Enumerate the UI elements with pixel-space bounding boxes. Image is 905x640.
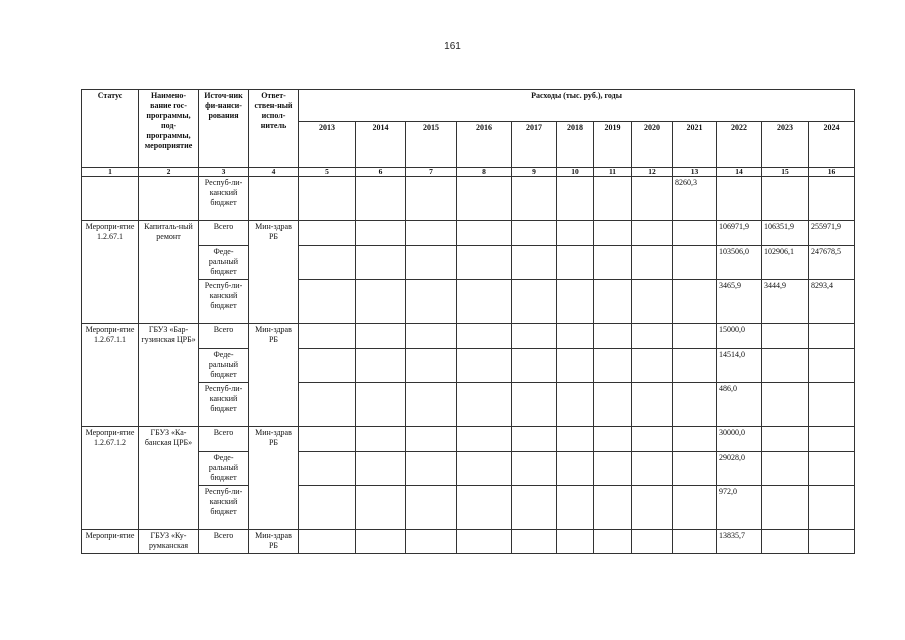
status-cell: [82, 177, 139, 221]
index-cell: 1: [82, 168, 139, 177]
value-2022: 30000,0: [717, 427, 762, 452]
index-cell: 3: [199, 168, 249, 177]
header-year: 2017: [512, 122, 557, 168]
executor-cell: Мин-здрав РБ: [249, 324, 299, 427]
table-row: [82, 324, 855, 349]
source-cell: Феде-ральный бюджет: [199, 349, 249, 383]
value-2024: 247678,5: [809, 246, 855, 280]
value-2024: 8293,4: [809, 280, 855, 324]
table-row: [82, 530, 855, 554]
index-cell: 2: [139, 168, 199, 177]
value-2022: 103506,0: [717, 246, 762, 280]
executor-cell: Мин-здрав РБ: [249, 427, 299, 530]
value-2022: 15000,0: [717, 324, 762, 349]
index-cell: 10: [557, 168, 594, 177]
name-cell: ГБУЗ «Бар-гузинская ЦРБ»: [139, 324, 199, 427]
value-2022: 486,0: [717, 383, 762, 427]
index-cell: 7: [406, 168, 457, 177]
index-cell: 11: [594, 168, 632, 177]
table-row: [82, 221, 855, 246]
value-2022: 106971,9: [717, 221, 762, 246]
value-2022: 13835,7: [717, 530, 762, 554]
value-2022: 29028,0: [717, 452, 762, 486]
page-number: 161: [444, 41, 461, 52]
header-row: [82, 90, 855, 122]
index-cell: 16: [809, 168, 855, 177]
header-source: Источ-ник фи-нанси-рования: [199, 90, 249, 168]
value-2024: 255971,9: [809, 221, 855, 246]
value-2021: 8260,3: [673, 177, 717, 221]
header-year: 2013: [299, 122, 356, 168]
index-cell: 15: [762, 168, 809, 177]
index-cell: 4: [249, 168, 299, 177]
budget-table: [81, 89, 855, 554]
source-cell: Феде-ральный бюджет: [199, 246, 249, 280]
source-cell: Всего: [199, 324, 249, 349]
header-status: Статус: [82, 90, 139, 168]
header-year: 2016: [457, 122, 512, 168]
status-cell: Меропри-ятие 1.2.67.1.2: [82, 427, 139, 530]
header-year: 2022: [717, 122, 762, 168]
name-cell: ГБУЗ «Ка-банская ЦРБ»: [139, 427, 199, 530]
header-year: 2021: [673, 122, 717, 168]
executor-cell: [249, 177, 299, 221]
source-cell: Респуб-ли-канский бюджет: [199, 177, 249, 221]
index-cell: 12: [632, 168, 673, 177]
header-year: 2015: [406, 122, 457, 168]
header-year: 2024: [809, 122, 855, 168]
header-year: 2020: [632, 122, 673, 168]
header-name: Наимено-вание гос-программы, под-программы, мероприятие: [139, 90, 199, 168]
value-2022: 3465,9: [717, 280, 762, 324]
table-row: [82, 427, 855, 452]
value-2023: 3444,9: [762, 280, 809, 324]
index-row: [82, 168, 855, 177]
status-cell: Меропри-ятие: [82, 530, 139, 554]
index-cell: 14: [717, 168, 762, 177]
index-cell: 9: [512, 168, 557, 177]
name-cell: [139, 177, 199, 221]
executor-cell: Мин-здрав РБ: [249, 530, 299, 554]
status-cell: Меропри-ятие 1.2.67.1: [82, 221, 139, 324]
header-year: 2018: [557, 122, 594, 168]
source-cell: Всего: [199, 530, 249, 554]
header-year: 2019: [594, 122, 632, 168]
value-2022: 972,0: [717, 486, 762, 530]
source-cell: Респуб-ли-канский бюджет: [199, 383, 249, 427]
source-cell: Всего: [199, 427, 249, 452]
source-cell: Респуб-ли-канский бюджет: [199, 486, 249, 530]
header-year: 2014: [356, 122, 406, 168]
executor-cell: Мин-здрав РБ: [249, 221, 299, 324]
status-cell: Меропри-ятие 1.2.67.1.1: [82, 324, 139, 427]
index-cell: 6: [356, 168, 406, 177]
source-cell: Всего: [199, 221, 249, 246]
source-cell: Феде-ральный бюджет: [199, 452, 249, 486]
name-cell: Капиталь-ный ремонт: [139, 221, 199, 324]
source-cell: Респуб-ли-канский бюджет: [199, 280, 249, 324]
index-cell: 13: [673, 168, 717, 177]
header-executor: Ответ-ствен-ный испол-нитель: [249, 90, 299, 168]
header-year: 2023: [762, 122, 809, 168]
value-2022: 14514,0: [717, 349, 762, 383]
value-2023: 106351,9: [762, 221, 809, 246]
index-cell: 5: [299, 168, 356, 177]
index-cell: 8: [457, 168, 512, 177]
table-row: [82, 177, 855, 221]
name-cell: ГБУЗ «Ку-румканская: [139, 530, 199, 554]
value-2023: 102906,1: [762, 246, 809, 280]
header-expenses: Расходы (тыс. руб.), годы: [299, 90, 855, 122]
